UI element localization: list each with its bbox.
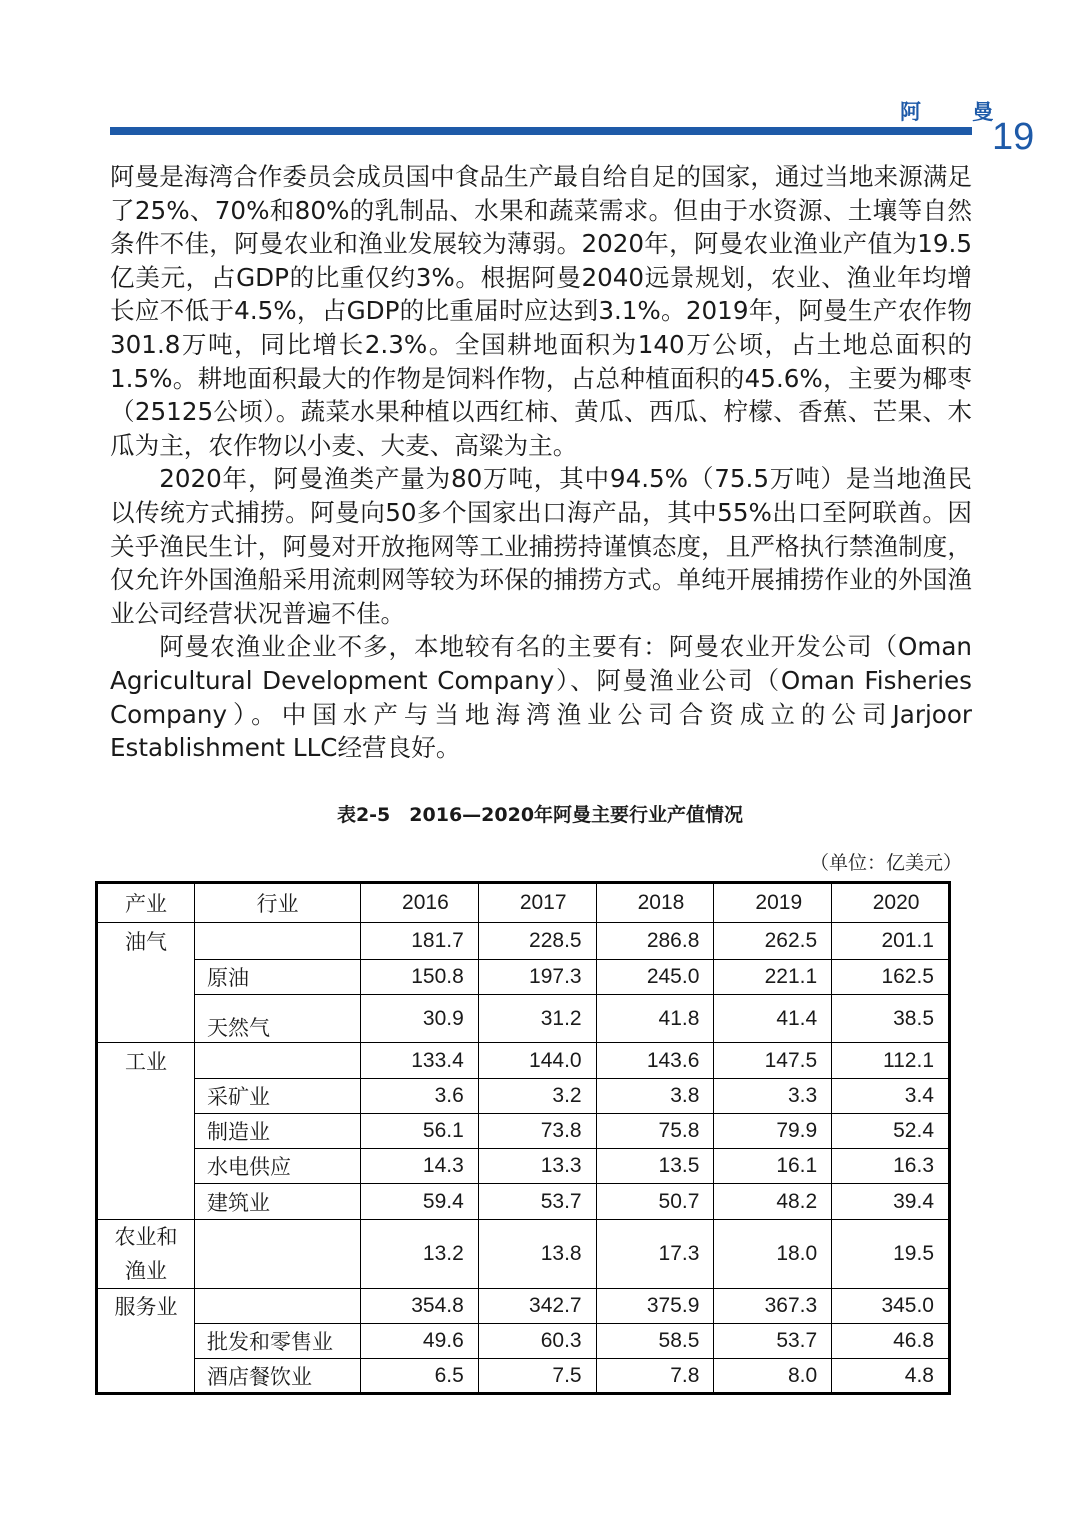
value-cell: 58.5 <box>596 1324 714 1359</box>
value-cell: 75.8 <box>596 1114 714 1149</box>
sector-cell: 采矿业 <box>195 1079 361 1114</box>
value-cell: 16.3 <box>832 1149 950 1184</box>
header-cell: 2017 <box>478 883 596 923</box>
value-cell: 53.7 <box>478 1184 596 1220</box>
value-cell: 56.1 <box>361 1114 479 1149</box>
value-cell: 181.7 <box>361 923 479 960</box>
value-cell: 133.4 <box>361 1043 479 1079</box>
value-cell: 73.8 <box>478 1114 596 1149</box>
value-cell: 143.6 <box>596 1043 714 1079</box>
value-cell: 16.1 <box>714 1149 832 1184</box>
table-row <box>97 1114 950 1149</box>
header-cell: 行业 <box>195 883 361 923</box>
value-cell: 345.0 <box>832 1289 950 1324</box>
value-cell: 8.0 <box>714 1359 832 1394</box>
table-row <box>97 995 950 1043</box>
value-cell: 150.8 <box>361 960 479 995</box>
value-cell: 147.5 <box>714 1043 832 1079</box>
table-row <box>97 1079 950 1114</box>
value-cell: 31.2 <box>478 995 596 1043</box>
value-cell: 50.7 <box>596 1184 714 1220</box>
value-cell: 14.3 <box>361 1149 479 1184</box>
value-cell: 13.5 <box>596 1149 714 1184</box>
value-cell: 49.6 <box>361 1324 479 1359</box>
value-cell: 3.8 <box>596 1079 714 1114</box>
value-cell: 60.3 <box>478 1324 596 1359</box>
sector-cell <box>195 1043 361 1079</box>
sector-cell: 酒店餐饮业 <box>195 1359 361 1394</box>
value-cell: 201.1 <box>832 923 950 960</box>
sector-cell: 原油 <box>195 960 361 995</box>
value-cell: 221.1 <box>714 960 832 995</box>
header-cell: 2018 <box>596 883 714 923</box>
value-cell: 3.3 <box>714 1079 832 1114</box>
header-cell: 2020 <box>832 883 950 923</box>
sector-cell: 天然气 <box>195 995 361 1043</box>
table-row <box>97 1324 950 1359</box>
value-cell: 13.2 <box>361 1220 479 1289</box>
header-rule <box>110 127 972 135</box>
value-cell: 39.4 <box>832 1184 950 1220</box>
table-row <box>97 1043 950 1079</box>
table-caption: 表2-5 2016—2020年阿曼主要行业产值情况 <box>336 804 744 826</box>
table-row <box>97 1184 950 1220</box>
industry-cell <box>97 1359 195 1394</box>
value-cell: 262.5 <box>714 923 832 960</box>
sector-cell: 制造业 <box>195 1114 361 1149</box>
header-cell: 产业 <box>97 883 195 923</box>
paragraph-3: 阿曼农渔业企业不多，本地较有名的主要有：阿曼农业开发公司（Oman Agricultural Development Company）、阿曼渔业公司（Oman Fisheries Company）。中国水产与当地海湾渔业公司合资成立的公司Jarjoor Establishment LLC经营良好。 <box>110 632 972 763</box>
value-cell: 3.4 <box>832 1079 950 1114</box>
value-cell: 79.9 <box>714 1114 832 1149</box>
value-cell: 112.1 <box>832 1043 950 1079</box>
value-cell: 144.0 <box>478 1043 596 1079</box>
value-cell: 4.8 <box>832 1359 950 1394</box>
value-cell: 367.3 <box>714 1289 832 1324</box>
table-row <box>97 923 950 960</box>
sector-cell <box>195 1220 361 1289</box>
industry-cell: 农业和渔业 <box>97 1220 195 1289</box>
value-cell: 162.5 <box>832 960 950 995</box>
value-cell: 48.2 <box>714 1184 832 1220</box>
value-cell: 17.3 <box>596 1220 714 1289</box>
value-cell: 228.5 <box>478 923 596 960</box>
header-cell: 2019 <box>714 883 832 923</box>
table-row <box>97 960 950 995</box>
table-row <box>97 1359 950 1394</box>
value-cell: 38.5 <box>832 995 950 1043</box>
industry-output-table <box>95 881 951 1395</box>
value-cell: 354.8 <box>361 1289 479 1324</box>
value-cell: 41.4 <box>714 995 832 1043</box>
industry-cell <box>97 1079 195 1114</box>
value-cell: 7.8 <box>596 1359 714 1394</box>
sector-cell <box>195 1289 361 1324</box>
table-row <box>97 1289 950 1324</box>
value-cell: 375.9 <box>596 1289 714 1324</box>
value-cell: 13.3 <box>478 1149 596 1184</box>
body-text <box>110 160 972 765</box>
value-cell: 18.0 <box>714 1220 832 1289</box>
sector-cell: 水电供应 <box>195 1149 361 1184</box>
value-cell: 3.6 <box>361 1079 479 1114</box>
industry-cell <box>97 1114 195 1149</box>
sector-cell <box>195 923 361 960</box>
industry-cell: 服务业 <box>97 1289 195 1324</box>
value-cell: 46.8 <box>832 1324 950 1359</box>
value-cell: 6.5 <box>361 1359 479 1394</box>
value-cell: 7.5 <box>478 1359 596 1394</box>
value-cell: 3.2 <box>478 1079 596 1114</box>
value-cell: 30.9 <box>361 995 479 1043</box>
table-row <box>97 1149 950 1184</box>
value-cell: 245.0 <box>596 960 714 995</box>
industry-cell: 工业 <box>97 1043 195 1079</box>
value-cell: 286.8 <box>596 923 714 960</box>
value-cell: 197.3 <box>478 960 596 995</box>
value-cell: 52.4 <box>832 1114 950 1149</box>
sector-cell: 建筑业 <box>195 1184 361 1220</box>
header-title: 阿 曼 <box>900 100 1016 124</box>
value-cell: 59.4 <box>361 1184 479 1220</box>
industry-cell <box>97 995 195 1043</box>
value-cell: 19.5 <box>832 1220 950 1289</box>
industry-cell <box>97 1149 195 1184</box>
value-cell: 342.7 <box>478 1289 596 1324</box>
paragraph-2: 2020年，阿曼渔类产量为80万吨，其中94.5%（75.5万吨）是当地渔民以传统方式捕捞。阿曼向50多个国家出口海产品，其中55%出口至阿联酋。因关乎渔民生计，阿曼对开放拖网等工业捕捞持谨慎态度，且严格执行禁渔制度，仅允许外国渔船采用流刺网等较为环保的捕捞方式。单纯开展捕捞作业的外国渔业公司经营状况普遍不佳。 <box>110 464 972 628</box>
sector-cell: 批发和零售业 <box>195 1324 361 1359</box>
industry-cell <box>97 960 195 995</box>
industry-cell <box>97 1324 195 1359</box>
table-row <box>97 1220 950 1289</box>
page-number: 19 <box>992 116 1035 158</box>
value-cell: 13.8 <box>478 1220 596 1289</box>
value-cell: 41.8 <box>596 995 714 1043</box>
header-cell: 2016 <box>361 883 479 923</box>
value-cell: 53.7 <box>714 1324 832 1359</box>
industry-cell <box>97 1184 195 1220</box>
paragraph-1: 阿曼是海湾合作委员会成员国中食品生产最自给自足的国家，通过当地来源满足了25%、70%和80%的乳制品、水果和蔬菜需求。但由于水资源、土壤等自然条件不佳，阿曼农业和渔业发展较为薄弱。2020年，阿曼农业渔业产值为19.5亿美元，占GDP的比重仅约3%。根据阿曼2040远景规划，农业、渔业年均增长应不低于4.5%，占GDP的比重届时应达到3.1%。2019年，阿曼生产农作物301.8万吨，同比增长2.3%。全国耕地面积为140万公顷，占土地总面积的1.5%。耕地面积最大的作物是饲料作物，占总种植面积的45.6%，主要为椰枣（25125公顷）。蔬菜水果种植以西红柿、黄瓜、西瓜、柠檬、香蕉、芒果、木瓜为主，农作物以小麦、大麦、高粱为主。 <box>110 162 972 460</box>
table-header-row <box>97 883 950 923</box>
table-unit: （单位：亿美元） <box>809 852 962 874</box>
industry-cell: 油气 <box>97 923 195 960</box>
